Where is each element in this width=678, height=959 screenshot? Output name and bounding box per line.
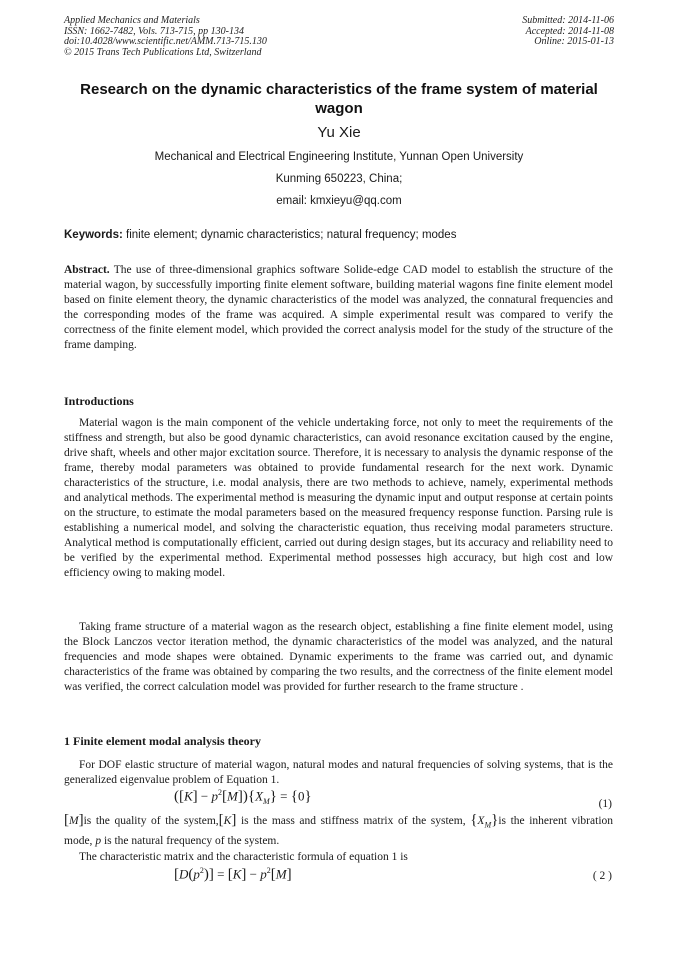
abstract bbox=[64, 263, 613, 353]
submitted-date: Submitted: 2014-11-06 bbox=[522, 15, 614, 26]
abstract-label: Abstract. bbox=[64, 264, 110, 276]
section1-paragraph-1: For DOF elastic structure of material wagon, natural modes and natural frequencies of solving systems, that is the generalized eigenvalue problem of Equation 1. bbox=[64, 759, 613, 786]
section1-paragraph-3: The characteristic matrix and the characteristic formula of equation 1 is bbox=[79, 851, 408, 863]
keywords-label: Keywords: bbox=[64, 229, 123, 241]
affiliation-city: Kunming 650223, China; bbox=[275, 173, 403, 185]
copyright-line: © 2015 Trans Tech Publications Ltd, Switzerland bbox=[64, 46, 262, 58]
section1-paragraph-2: [M]is the quality of the system,[K] is the mass and stiffness matrix of the system, $\{X_M\}is$ the inherent vibration mode, p is the natural frequency of the system. bbox=[64, 812, 614, 848]
submission-dates bbox=[522, 16, 614, 48]
author-name: Yu Xie bbox=[317, 124, 361, 141]
doi-line: doi:10.4028/www.scientific.net/AMM.713-715.130 bbox=[64, 36, 267, 47]
intro-heading: Introductions bbox=[64, 394, 134, 408]
equation-1-number: (1) bbox=[598, 798, 612, 810]
intro-paragraph-2: Taking frame structure of a material wagon as the research object, establishing a fine finite element model, using the Block Lanczos vector iteration method, the dynamic characteristics of the model was analyzed, and the natural frequencies and mode shapes were obtained. Dynamic experiments to the frame was carried out, and dynamic characteristics of the frame was obtained by comparing the two results, and the correctness of the finite element model was verified, the correct calculation model was provided for further research to the frame structure . bbox=[64, 621, 613, 693]
keywords bbox=[64, 228, 614, 242]
journal-name: Applied Mechanics and Materials bbox=[64, 15, 200, 26]
accepted-date: Accepted: 2014-11-08 bbox=[525, 25, 614, 37]
eq-text-b: is the mass and stiffness matrix of the system, bbox=[240, 815, 466, 827]
affiliation-institute: Mechanical and Electrical Engineering Institute, Yunnan Open University bbox=[154, 151, 524, 163]
intro-paragraph-1: Material wagon is the main component of the vehicle undertaking force, not only to meet the requirements of the stiffness and strength, but also be good dynamic characteristics, can avoid resonance excitation caused by the engine, drive shaft, wheels and other major excitation source. Therefore, it is necessary to analysis the dynamic response of the frame, thereby modal parameters was obtained to provide fundamental research for the next work. Dynamic characteristics of the structure, i.e. modal analysis, there are two methods to achieve, namely, experimental methods and analytical methods. The experimental method is measuring the dynamic input and output response at certain points on the structure, to estimate the modal parameters based on the measured frequency response function. Parsing rule is establishing a numerical model, and solving the characteristic equation, thus receiving modal parameters structure. Analytical method is computationally efficient, carried out during design stages, but its accuracy and reliability need to be verified by the experimental method. Experimental method possesses high accuracy, but high cost and low efficiency owing to making model. bbox=[64, 417, 613, 579]
journal-info bbox=[64, 16, 267, 58]
abstract-text: The use of three-dimensional graphics software Solide-edge CAD model to establish the structure of the material wagon, by successfully importing finite element software, building material wagons fine finite element model based on finite element theory, the dynamic characteristics of the model was analyzed, the connatural frequencies and the corresponding modes of the frame was acquired. A simple experimental result was compared to verify the correctness of the finite element model, which provided the correct analysis model for the study of the structure of the frame damping. bbox=[64, 264, 614, 351]
equation-2-number: ( 2 ) bbox=[592, 870, 612, 882]
paper-title: Research on the dynamic characteristics of the frame system of material wagon bbox=[80, 81, 598, 117]
issn-line: ISSN: 1662-7482, Vols. 713-715, pp 130-134 bbox=[64, 25, 244, 37]
eq-text-d: is the natural frequency of the system. bbox=[103, 835, 280, 848]
equation-2: $[D(p^2)] = [K] - p^2[M]$ bbox=[174, 866, 292, 883]
equation-1: $([K] - p^2[M])\{X_M\} = \{0\}$ bbox=[174, 788, 312, 806]
eq-text-c: is the inherent vibration mode, bbox=[64, 815, 614, 848]
eq-text-a: is the quality of the system, bbox=[83, 815, 219, 827]
section1-heading: 1 Finite element modal analysis theory bbox=[64, 734, 261, 748]
online-date: Online: 2015-01-13 bbox=[534, 36, 614, 47]
keywords-text: finite element; dynamic characteristics; natural frequency; modes bbox=[126, 229, 457, 241]
author-email: email: kmxieyu@qq.com bbox=[276, 195, 402, 207]
